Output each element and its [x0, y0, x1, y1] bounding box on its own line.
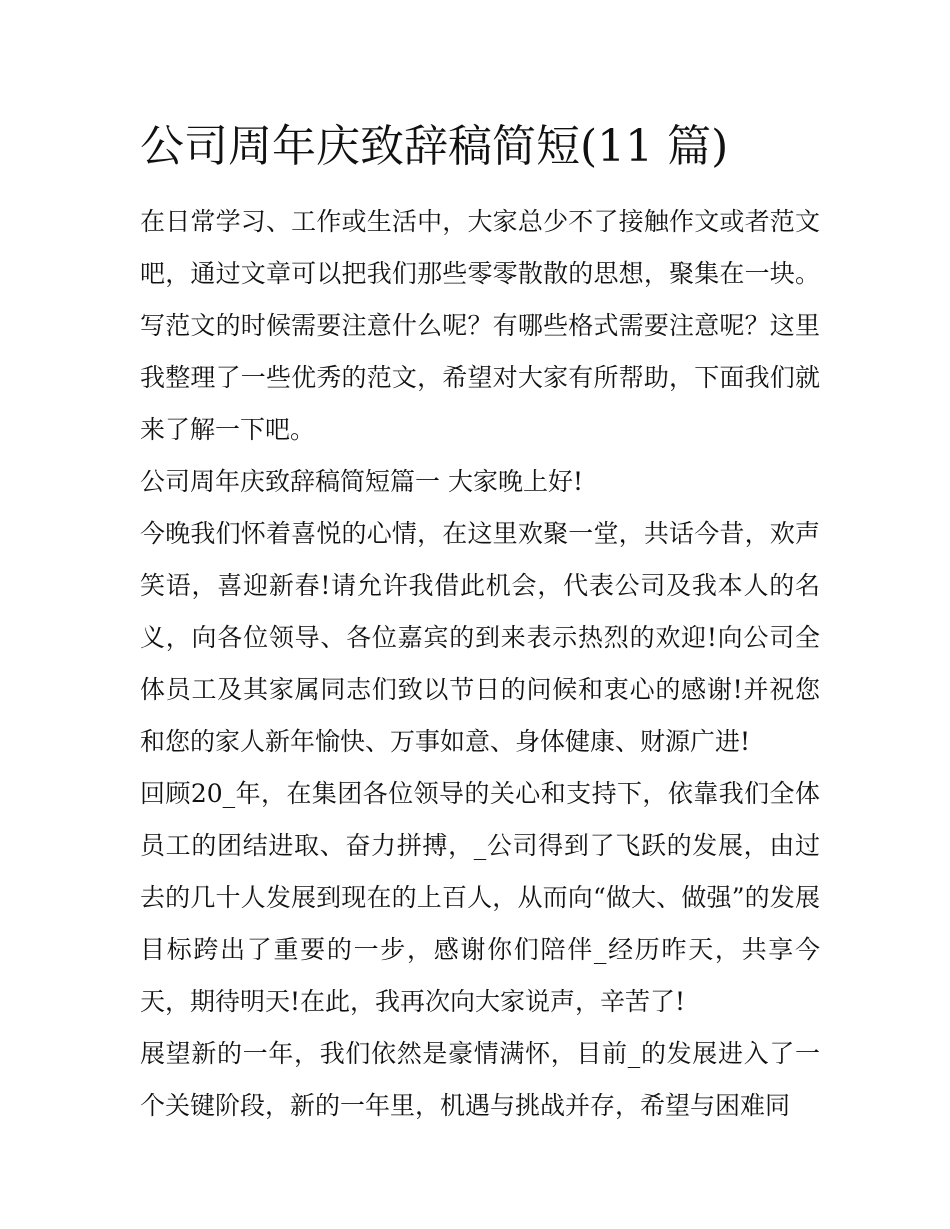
- paragraph-outlook: 展望新的一年，我们依然是豪情满怀，目前_的发展进入了一个关键阶段，新的一年里，机遇与挑战并存，希望与困难同: [140, 1039, 820, 1120]
- paragraph-welcome: 今晚我们怀着喜悦的心情，在这里欢聚一堂，共话今昔，欢声笑语，喜迎新春!请允许我借此机会，代表公司及我本人的名义，向各位领导、各位嘉宾的到来表示热烈的欢迎!向公司全体员工及其家属同志们致以节日的问候和衷心的感谢!并祝您和您的家人新年愉快、万事如意、身体健康、财源广进!: [140, 519, 820, 756]
- document-title: 公司周年庆致辞稿简短(11 篇): [140, 121, 729, 172]
- paragraph-review: 回顾20_年，在集团各位领导的关心和支持下，依靠我们全体员工的团结进取、奋力拼搏，_公司得到了飞跃的发展，由过去的几十人发展到现在的上百人，从而向“做大、做强”的发展目标跨出了重要的一步，感谢你们陪伴_经历昨天，共享今天，期待明天!在此，我再次向大家说声，辛苦了!: [140, 779, 820, 1016]
- document-body: [140, 196, 820, 1132]
- paragraph-intro: 在日常学习、工作或生活中，大家总少不了接触作文或者范文吧，通过文章可以把我们那些零零散散的思想，聚集在一块。写范文的时候需要注意什么呢？有哪些格式需要注意呢？这里我整理了一些优秀的范文，希望对大家有所帮助，下面我们就来了解一下吧。: [140, 207, 820, 444]
- paragraph-section-heading: 公司周年庆致辞稿简短篇一 大家晚上好!: [140, 467, 583, 496]
